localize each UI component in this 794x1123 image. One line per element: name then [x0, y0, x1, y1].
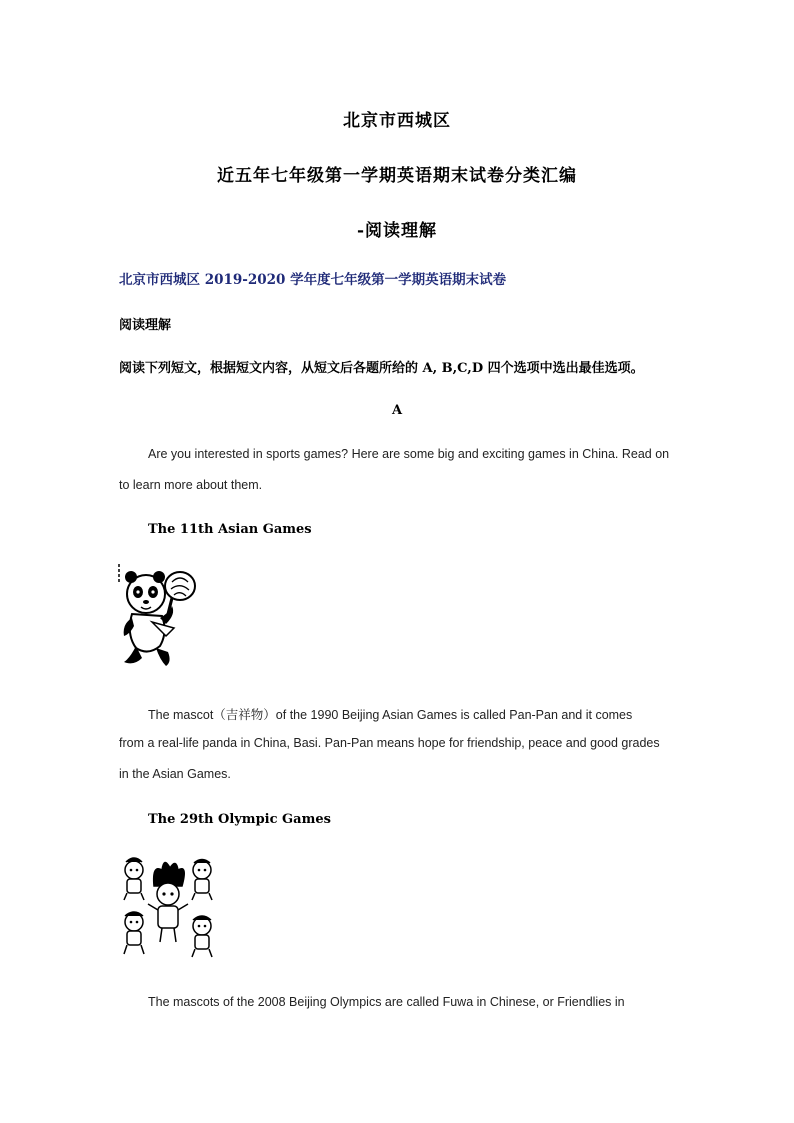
asian-line-1: The mascot（吉祥物）of the 1990 Beijing Asian Games is called Pan-Pan and it comes: [148, 708, 633, 722]
intro-line-1: Are you interested in sports games? Here are some big and exciting games in China. Read on: [148, 447, 670, 461]
panda-mascot-icon: [116, 562, 200, 668]
fuwa-mascots-icon: [118, 856, 218, 960]
title-line-2: 近五年七年级第一学期英语期末试卷分类汇编: [217, 166, 577, 186]
section-label: 阅读理解: [119, 318, 172, 333]
olympic-line-1: The mascots of the 2008 Beijing Olympics are called Fuwa in Chinese, or Friendlies in: [148, 995, 625, 1009]
asian-line-2: from a real-life panda in China, Basi. Pan-Pan means hope for friendship, peace and good grades: [119, 736, 660, 750]
instruction: 阅读下列短文，根据短文内容，从短文后各题所给的 A, B,C,D 四个选项中选出最佳选项。: [119, 361, 644, 376]
passage-letter: A: [391, 403, 403, 418]
game-heading-olympic: The 29th Olympic Games: [148, 812, 331, 827]
exam-source: 北京市西城区 2019-2020 学年度七年级第一学期英语期末试卷: [119, 272, 507, 288]
asian-line-3: in the Asian Games.: [119, 767, 231, 781]
title-line-1: 北京市西城区: [343, 111, 451, 131]
intro-line-2: to learn more about them.: [119, 478, 263, 492]
game-heading-asian: The 11th Asian Games: [148, 522, 312, 537]
title-line-3: -阅读理解: [356, 221, 438, 241]
